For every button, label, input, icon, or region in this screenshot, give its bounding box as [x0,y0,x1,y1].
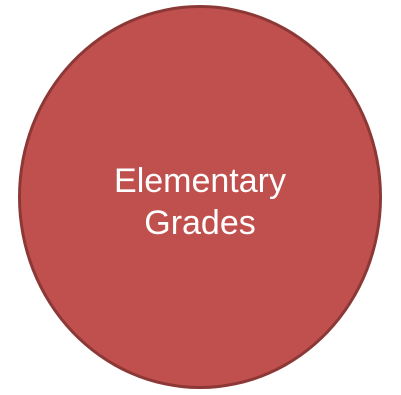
circle-label [114,160,286,245]
circle-label-line-1: Elementary [114,161,286,200]
elementary-grades-circle [18,5,382,389]
circle-label-line-2: Grades [144,204,256,242]
